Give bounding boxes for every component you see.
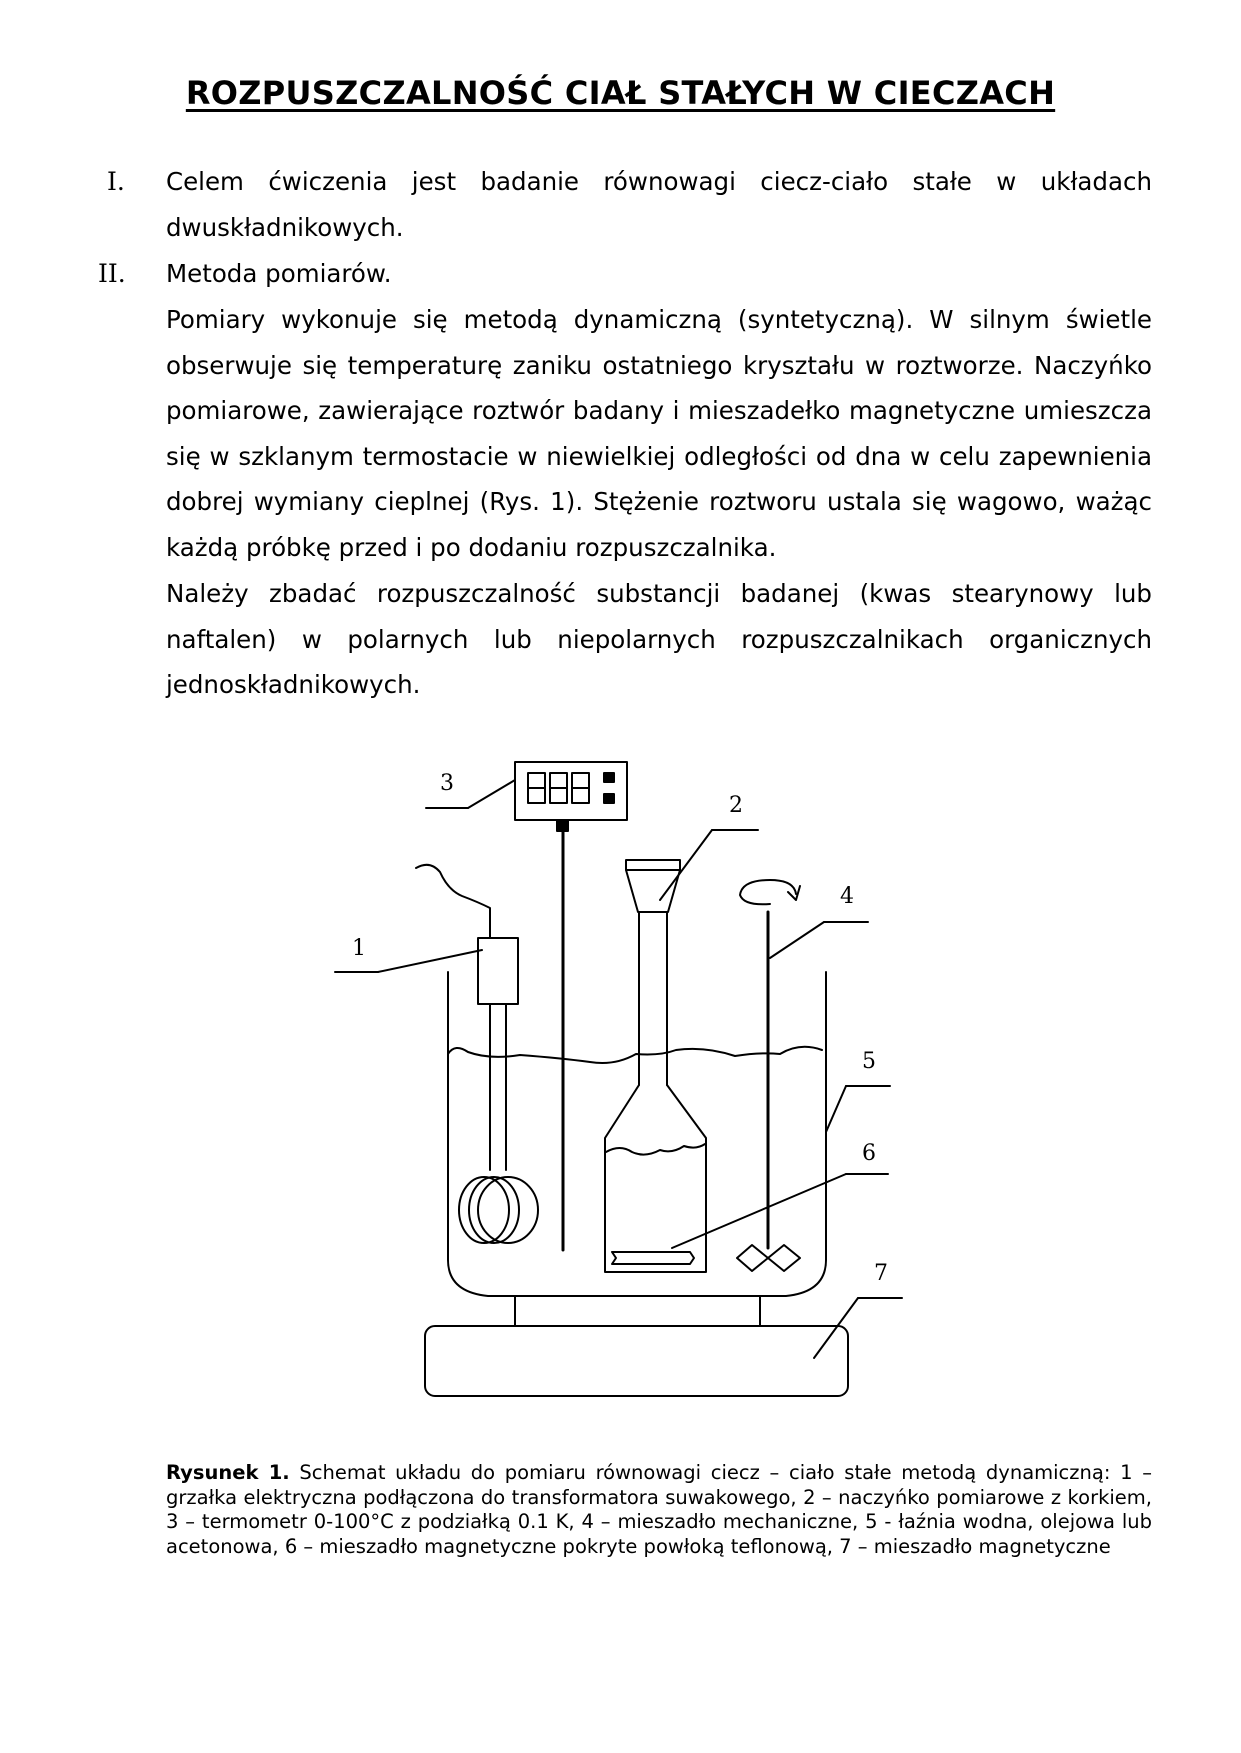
- section-paragraph: Pomiary wykonuje się metodą dynamiczną (syntetyczną). W silnym świetle obserwuje się temperaturę zaniku ostatniego kryształu w roztworze. Naczyńko pomiarowe, zawierające roztwór badany i mieszadełko magnetyczne umieszcza się w szklanym termostacie w niewielkiej odległości od dna w celu zapewnienia dobrej wymiany cieplnej (Rys. 1). Stężenie roztworu ustala się wagowo, ważąc każdą próbkę przed i po dodaniu rozpuszczalnika.: [166, 305, 1152, 562]
- section-number: II.: [98, 259, 126, 288]
- label-magnetic-stirrer: 7: [874, 1261, 888, 1286]
- section-number: I.: [107, 167, 125, 196]
- figure-caption: [166, 1461, 1152, 1559]
- section-paragraph: Celem ćwiczenia jest badanie równowagi ciecz-ciało stałe w układach dwuskładnikowych.: [166, 167, 1152, 242]
- caption-title: Rysunek 1.: [166, 1461, 290, 1484]
- magnetic-stir-bar: [612, 1252, 694, 1264]
- thermometer: [515, 762, 627, 1250]
- label-mechanical-stirrer: 4: [840, 884, 854, 909]
- page-title: ROZPUSZCZALNOŚĆ CIAŁ STAŁYCH W CIECZACH: [185, 74, 1056, 112]
- caption-text: Schemat układu do pomiaru równowagi ciecz – ciało stałe metodą dynamiczną: 1 –grzałka elektryczna podłączona do transformatora suwakowego, 2 – naczyńko pomiarowe z korkiem, 3 – termometr 0-100°C z podziałką 0.1 K, 4 – mieszadło mechaniczne, 5 - łaźnia wodna, olejowa lub acetonowa, 6 – mieszadło magnetyczne pokryte powłoką teflonową, 7 – mieszadło magnetyczne: [166, 1461, 1152, 1558]
- label-bath: 5: [862, 1049, 876, 1074]
- magnetic-stirrer-base: [425, 1296, 848, 1396]
- apparatus-diagram: [0, 740, 1241, 1420]
- label-stir-bar: 6: [862, 1141, 876, 1166]
- label-vessel: 2: [729, 793, 743, 818]
- liquid-surface: [448, 1047, 822, 1063]
- section-heading: Metoda pomiarów.: [166, 259, 392, 288]
- label-thermometer: 3: [440, 771, 454, 796]
- label-heater: 1: [352, 936, 366, 961]
- section-paragraph: Należy zbadać rozpuszczalność substancji badanej (kwas stearynowy lub naftalen) w polarnych lub niepolarnych rozpuszczalnikach organicznych jednoskładnikowych.: [166, 579, 1152, 699]
- measuring-vessel: [605, 860, 706, 1272]
- mechanical-stirrer: [737, 880, 800, 1271]
